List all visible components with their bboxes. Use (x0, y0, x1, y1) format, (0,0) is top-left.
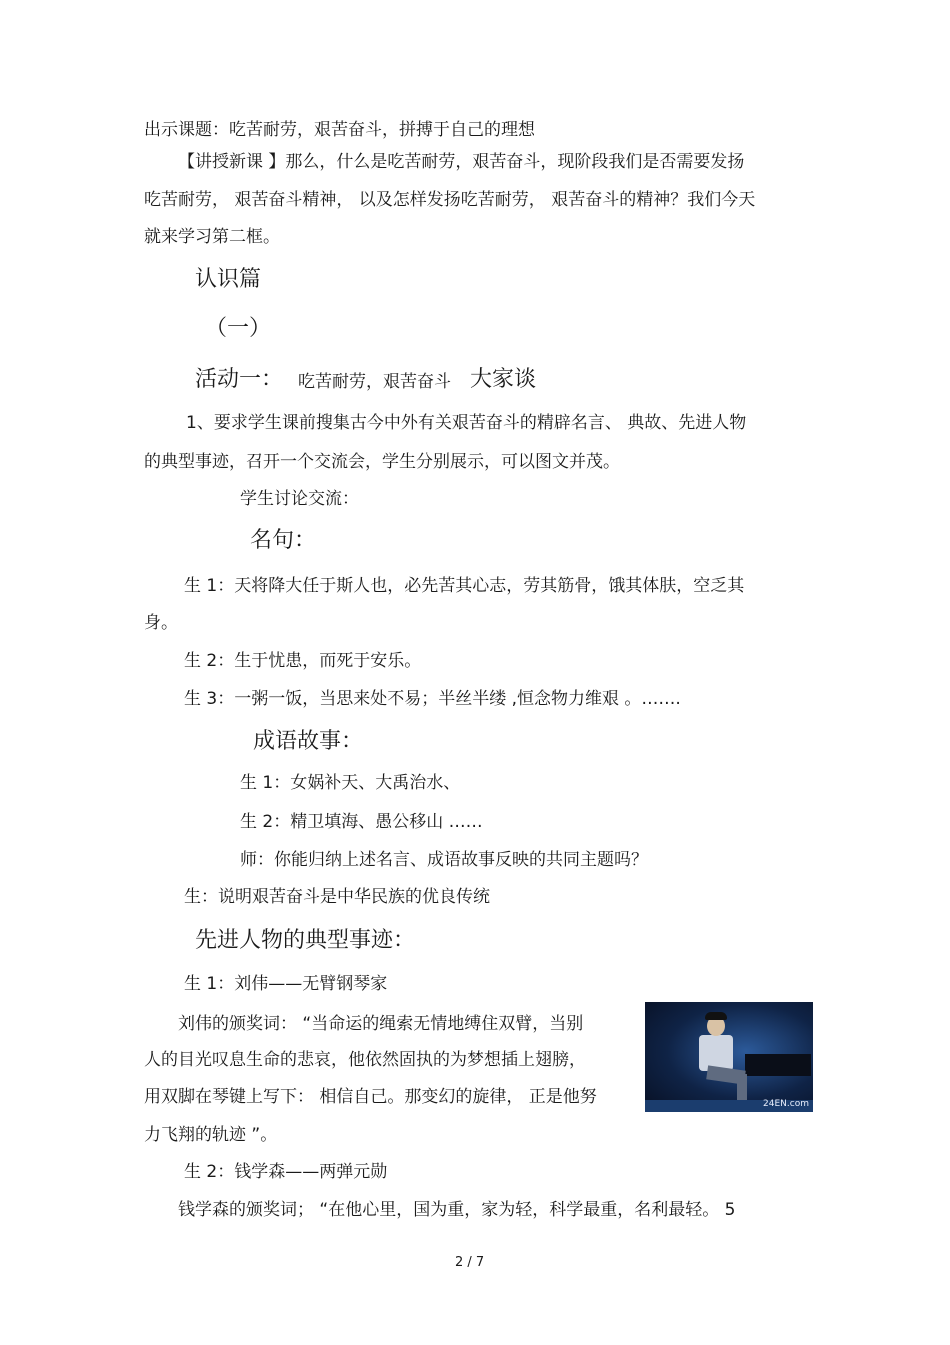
idiom-line-1: 生 1：女娲补天、大禹治水、 (240, 773, 461, 793)
section-heading-renshi: 认识篇 (195, 267, 262, 292)
figure-1-citation-line-4: 力飞翔的轨迹 ”。 (144, 1125, 278, 1145)
pianist-photo (645, 1002, 813, 1112)
section-heading-yi: （一） (205, 316, 272, 341)
piano-shape (745, 1054, 811, 1076)
student-answer: 生：说明艰苦奋斗是中华民族的优良传统 (184, 887, 490, 907)
quote-2: 生 2：生于忧患，而死于安乐。 (184, 651, 422, 671)
advanced-figures-heading: 先进人物的典型事迹： (195, 928, 416, 953)
photo-watermark: 24EN.com (763, 1099, 809, 1109)
figure-2-title: 生 2：钱学森——两弹元勋 (184, 1162, 388, 1182)
idiom-stories-heading: 成语故事： (253, 729, 364, 754)
figure-1-citation-line-1: 刘伟的颁奖词： “当命运的绳索无情地缚住双臂，当别 (178, 1014, 584, 1034)
figure-1-citation-line-2: 人的目光叹息生命的悲哀，他依然固执的为梦想插上翅膀， (144, 1050, 586, 1070)
activity-heading-topic: 吃苦耐劳，艰苦奋斗 (298, 372, 451, 392)
figure-1-citation-line-3: 用双脚在琴键上写下： 相信自己。那变幻的旋律， 正是他努 (144, 1087, 597, 1107)
idiom-line-2: 生 2：精卫填海、愚公移山 …… (240, 812, 483, 832)
performer-hair (705, 1012, 727, 1020)
page-number: 2 / 7 (455, 1255, 485, 1270)
new-lesson-line-3: 就来学习第二框。 (144, 227, 280, 247)
teacher-question: 师：你能归纳上述名言、成语故事反映的共同主题吗？ (240, 850, 648, 870)
task-line-2: 的典型事迹，召开一个交流会，学生分别展示，可以图文并茂。 (144, 452, 620, 472)
activity-heading-label: 活动一： (195, 367, 284, 392)
discussion-label: 学生讨论交流： (240, 489, 359, 509)
quote-1-line-1: 生 1：天将降大任于斯人也，必先苦其心志，劳其筋骨，饿其体肤，空乏其 (184, 576, 745, 596)
new-lesson-line-2: 吃苦耐劳， 艰苦奋斗精神， 以及怎样发扬吃苦耐劳， 艰苦奋斗的精神？我们今天 (144, 190, 756, 210)
quote-3: 生 3：一粥一饭，当思来处不易；半丝半缕 ,恒念物力维艰 。……. (184, 689, 681, 709)
activity-heading-suffix: 大家谈 (470, 367, 537, 392)
quote-1-line-2: 身。 (144, 613, 178, 633)
figure-1-title: 生 1：刘伟——无臂钢琴家 (184, 974, 388, 994)
new-lesson-line-1: 【讲授新课 】那么，什么是吃苦耐劳，艰苦奋斗，现阶段我们是否需要发扬 (178, 152, 745, 172)
task-line-1: 1、要求学生课前搜集古今中外有关艰苦奋斗的精辟名言、 典故、先进人物 (186, 413, 747, 433)
quotes-heading: 名句： (250, 528, 317, 553)
figure-2-citation-line-1: 钱学森的颁奖词； “在他心里，国为重，家为轻，科学最重，名利最轻。 5 (178, 1200, 736, 1220)
course-title-line: 出示课题：吃苦耐劳，艰苦奋斗，拼搏于自己的理想 (144, 120, 535, 140)
